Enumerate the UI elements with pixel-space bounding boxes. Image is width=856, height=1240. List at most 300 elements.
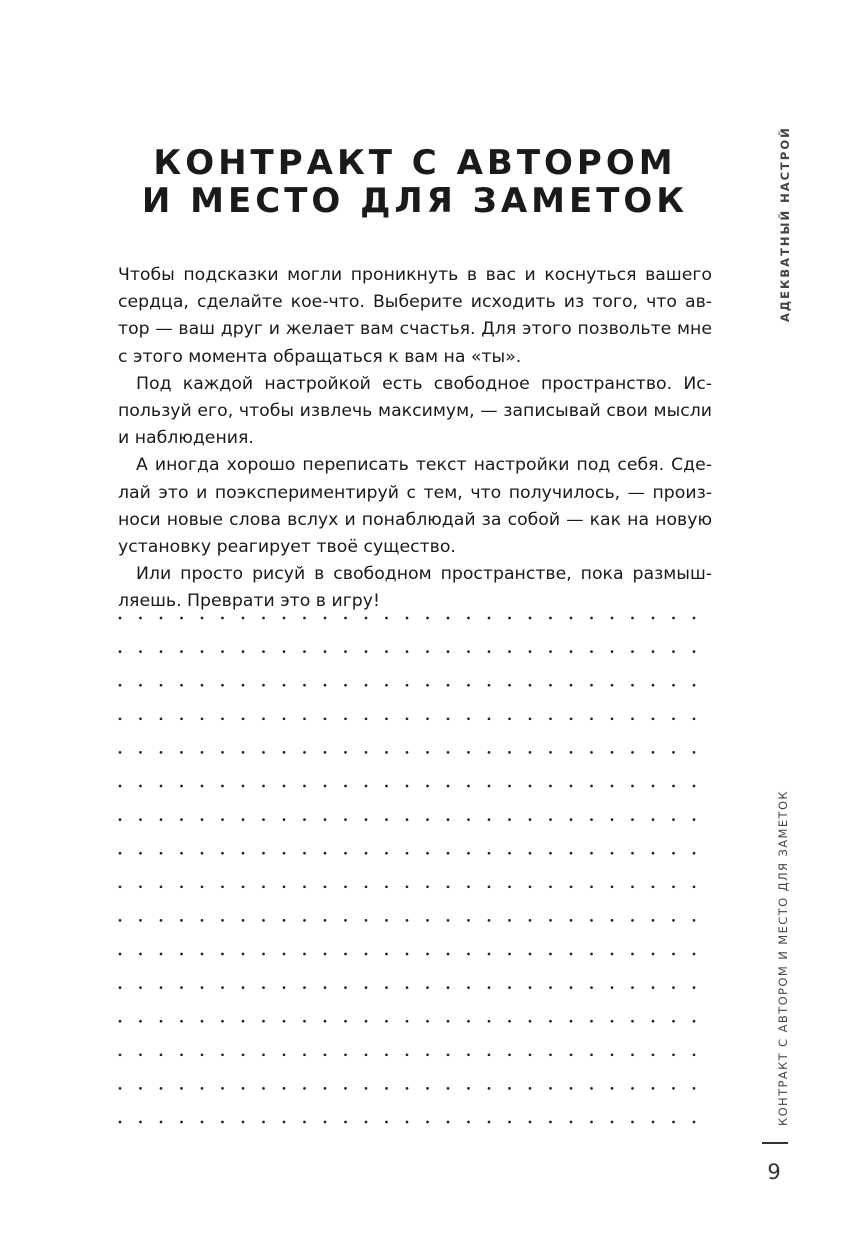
paragraph-line: с этого момента обращаться к вам на «ты». (118, 346, 522, 367)
grid-dot (406, 1121, 409, 1124)
grid-dot (488, 717, 491, 720)
grid-dot (611, 852, 614, 855)
grid-dot (221, 919, 224, 922)
grid-dot (324, 684, 327, 687)
grid-dot (549, 986, 552, 989)
grid-dot (447, 617, 450, 620)
grid-dot (242, 852, 245, 855)
grid-dot (283, 717, 286, 720)
grid-dot (426, 852, 429, 855)
grid-dot (201, 1121, 204, 1124)
grid-dot (549, 852, 552, 855)
grid-dot (447, 852, 450, 855)
grid-dot (406, 785, 409, 788)
grid-dot (508, 852, 511, 855)
grid-dot (508, 1087, 511, 1090)
grid-dot (652, 785, 655, 788)
grid-dot (180, 919, 183, 922)
grid-dot (529, 986, 532, 989)
grid-dot (303, 1087, 306, 1090)
grid-dot (303, 717, 306, 720)
grid-dot (672, 1020, 675, 1023)
grid-dot (262, 852, 265, 855)
grid-dot (426, 751, 429, 754)
grid-dot (324, 818, 327, 821)
grid-dot (488, 885, 491, 888)
grid-dot (180, 1053, 183, 1056)
grid-dot (344, 717, 347, 720)
grid-dot (385, 1053, 388, 1056)
grid-dot (119, 1121, 122, 1124)
paragraph-line: Или просто рисуй в свободном пространстве, пока размыш- (136, 564, 712, 585)
grid-dot (365, 717, 368, 720)
grid-dot (180, 1020, 183, 1023)
grid-dot (139, 1053, 142, 1056)
grid-dot (693, 919, 696, 922)
grid-dot (570, 684, 573, 687)
grid-dot (160, 818, 163, 821)
grid-dot (242, 885, 245, 888)
grid-dot (406, 650, 409, 653)
grid-dot (201, 751, 204, 754)
grid-dot (693, 717, 696, 720)
grid-dot (570, 1121, 573, 1124)
grid-dot (242, 785, 245, 788)
grid-dot (262, 919, 265, 922)
grid-dot (283, 986, 286, 989)
grid-dot (590, 885, 593, 888)
grid-dot (303, 885, 306, 888)
grid-dot (631, 1053, 634, 1056)
running-head-section: АДЕКВАТНЫЙ НАСТРОЙ (778, 126, 792, 322)
grid-dot (447, 650, 450, 653)
grid-dot (385, 885, 388, 888)
grid-dot (160, 1121, 163, 1124)
grid-dot (324, 953, 327, 956)
grid-dot (180, 717, 183, 720)
grid-dot (570, 650, 573, 653)
grid-dot (365, 885, 368, 888)
paragraph-line: и наблюдения. (118, 428, 254, 449)
grid-dot (631, 785, 634, 788)
grid-dot (508, 785, 511, 788)
grid-dot (262, 953, 265, 956)
grid-dot (221, 1053, 224, 1056)
grid-dot (303, 650, 306, 653)
page-number: 9 (767, 1160, 781, 1184)
grid-dot (652, 650, 655, 653)
grid-dot (344, 617, 347, 620)
grid-dot (631, 1020, 634, 1023)
grid-dot (447, 1121, 450, 1124)
grid-dot (406, 986, 409, 989)
grid-dot (529, 953, 532, 956)
grid-dot (160, 751, 163, 754)
grid-dot (365, 919, 368, 922)
grid-dot (467, 1121, 470, 1124)
grid-dot (590, 785, 593, 788)
grid-dot (262, 986, 265, 989)
grid-dot (488, 751, 491, 754)
grid-dot (365, 1121, 368, 1124)
grid-dot (590, 684, 593, 687)
grid-dot (467, 617, 470, 620)
grid-dot (467, 1053, 470, 1056)
grid-dot (180, 650, 183, 653)
grid-dot (406, 818, 409, 821)
chapter-title-line-1: КОНТРАКТ С АВТОРОМ (153, 143, 677, 183)
grid-dot (139, 953, 142, 956)
grid-dot (508, 885, 511, 888)
grid-dot (385, 919, 388, 922)
grid-dot (652, 953, 655, 956)
grid-dot (180, 751, 183, 754)
running-head-chapter: КОНТРАКТ С АВТОРОМ И МЕСТО ДЛЯ ЗАМЕТОК (776, 790, 790, 1126)
grid-dot (242, 650, 245, 653)
grid-dot (201, 1053, 204, 1056)
grid-dot (467, 785, 470, 788)
grid-dot (590, 751, 593, 754)
grid-dot (303, 751, 306, 754)
grid-dot (303, 1121, 306, 1124)
grid-dot (529, 751, 532, 754)
grid-dot (283, 885, 286, 888)
grid-dot (201, 953, 204, 956)
grid-dot (611, 717, 614, 720)
grid-dot (467, 650, 470, 653)
grid-dot (303, 1020, 306, 1023)
grid-dot (611, 1121, 614, 1124)
grid-dot (385, 852, 388, 855)
body-text (118, 262, 712, 615)
grid-dot (508, 1020, 511, 1023)
grid-dot (303, 1053, 306, 1056)
grid-dot (529, 1087, 532, 1090)
grid-dot (508, 986, 511, 989)
grid-dot (242, 717, 245, 720)
grid-dot (590, 1020, 593, 1023)
grid-dot (160, 1087, 163, 1090)
grid-dot (447, 986, 450, 989)
grid-dot (426, 953, 429, 956)
grid-dot (549, 684, 552, 687)
grid-dot (262, 1121, 265, 1124)
grid-dot (508, 717, 511, 720)
grid-dot (160, 1020, 163, 1023)
grid-dot (262, 785, 265, 788)
grid-dot (283, 953, 286, 956)
grid-dot (631, 650, 634, 653)
grid-dot (447, 953, 450, 956)
grid-dot (488, 986, 491, 989)
grid-dot (201, 617, 204, 620)
grid-dot (242, 1087, 245, 1090)
grid-dot (160, 785, 163, 788)
grid-dot (570, 1087, 573, 1090)
grid-dot (508, 751, 511, 754)
grid-dot (385, 1121, 388, 1124)
grid-dot (180, 818, 183, 821)
grid-dot (385, 717, 388, 720)
grid-dot (672, 852, 675, 855)
grid-dot (426, 617, 429, 620)
grid-dot (488, 1087, 491, 1090)
grid-dot (139, 852, 142, 855)
grid-dot (488, 684, 491, 687)
grid-dot (201, 650, 204, 653)
grid-dot (508, 617, 511, 620)
grid-dot (426, 717, 429, 720)
grid-dot (365, 684, 368, 687)
grid-dot (160, 650, 163, 653)
grid-dot (672, 650, 675, 653)
grid-dot (365, 751, 368, 754)
grid-dot (406, 1087, 409, 1090)
grid-dot (570, 785, 573, 788)
grid-dot (652, 1121, 655, 1124)
grid-dot (262, 717, 265, 720)
grid-dot (508, 1053, 511, 1056)
grid-dot (385, 953, 388, 956)
grid-dot (447, 919, 450, 922)
grid-dot (201, 684, 204, 687)
grid-dot (652, 751, 655, 754)
grid-dot (652, 852, 655, 855)
grid-dot (529, 1053, 532, 1056)
grid-dot (672, 1087, 675, 1090)
grid-dot (590, 818, 593, 821)
grid-dot (242, 919, 245, 922)
grid-dot (693, 684, 696, 687)
grid-dot (180, 684, 183, 687)
grid-dot (262, 1087, 265, 1090)
grid-dot (324, 1053, 327, 1056)
grid-dot (693, 751, 696, 754)
grid-dot (180, 1087, 183, 1090)
grid-dot (406, 1053, 409, 1056)
grid-dot (672, 885, 675, 888)
grid-dot (508, 919, 511, 922)
grid-dot (385, 650, 388, 653)
grid-dot (488, 1121, 491, 1124)
grid-dot (344, 919, 347, 922)
grid-dot (160, 684, 163, 687)
grid-dot (508, 650, 511, 653)
grid-dot (652, 684, 655, 687)
grid-dot (693, 650, 696, 653)
grid-dot (385, 617, 388, 620)
grid-dot (652, 818, 655, 821)
grid-dot (447, 1087, 450, 1090)
grid-dot (570, 1053, 573, 1056)
grid-dot (693, 885, 696, 888)
grid-dot (672, 953, 675, 956)
grid-dot (447, 818, 450, 821)
grid-dot (119, 852, 122, 855)
grid-dot (549, 785, 552, 788)
grid-dot (611, 751, 614, 754)
grid-dot (283, 684, 286, 687)
grid-dot (672, 1053, 675, 1056)
grid-dot (426, 684, 429, 687)
grid-dot (303, 852, 306, 855)
grid-dot (508, 953, 511, 956)
grid-dot (631, 885, 634, 888)
grid-dot (242, 1121, 245, 1124)
grid-dot (262, 1053, 265, 1056)
grid-dot (570, 953, 573, 956)
grid-dot (529, 885, 532, 888)
grid-dot (344, 650, 347, 653)
grid-dot (262, 751, 265, 754)
grid-dot (652, 617, 655, 620)
grid-dot (693, 1121, 696, 1124)
grid-dot (324, 1087, 327, 1090)
grid-dot (467, 885, 470, 888)
grid-dot (467, 919, 470, 922)
grid-dot (242, 818, 245, 821)
grid-dot (119, 885, 122, 888)
grid-dot (631, 919, 634, 922)
grid-dot (467, 953, 470, 956)
grid-dot (406, 717, 409, 720)
grid-dot (119, 953, 122, 956)
grid-dot (221, 785, 224, 788)
grid-dot (201, 919, 204, 922)
grid-dot (324, 885, 327, 888)
grid-dot (652, 1020, 655, 1023)
grid-dot (262, 818, 265, 821)
grid-dot (549, 1087, 552, 1090)
grid-dot (365, 1053, 368, 1056)
grid-dot (262, 1020, 265, 1023)
grid-dot (139, 684, 142, 687)
grid-dot (570, 1020, 573, 1023)
grid-dot (324, 650, 327, 653)
grid-dot (549, 751, 552, 754)
grid-dot (426, 1087, 429, 1090)
grid-dot (283, 1087, 286, 1090)
grid-dot (324, 617, 327, 620)
grid-dot (242, 1020, 245, 1023)
grid-dot (385, 986, 388, 989)
grid-dot (672, 785, 675, 788)
grid-dot (590, 852, 593, 855)
grid-dot (160, 717, 163, 720)
grid-dot (139, 617, 142, 620)
grid-dot (283, 650, 286, 653)
grid-dot (590, 919, 593, 922)
grid-dot (488, 617, 491, 620)
grid-dot (549, 650, 552, 653)
grid-dot (488, 785, 491, 788)
paragraph-line: носи новые слова вслух и понаблюдай за собой — как на новую (118, 509, 712, 530)
grid-dot (426, 1053, 429, 1056)
grid-dot (160, 852, 163, 855)
grid-dot (570, 885, 573, 888)
paragraph-line: пользуй его, чтобы извлечь максимум, — записывай свои мысли (118, 400, 712, 421)
grid-dot (488, 1020, 491, 1023)
grid-dot (201, 852, 204, 855)
grid-dot (570, 751, 573, 754)
grid-dot (549, 717, 552, 720)
grid-dot (283, 852, 286, 855)
grid-dot (160, 953, 163, 956)
grid-dot (693, 1087, 696, 1090)
grid-dot (221, 953, 224, 956)
grid-dot (119, 986, 122, 989)
grid-dot (119, 717, 122, 720)
grid-dot (529, 852, 532, 855)
grid-dot (508, 1121, 511, 1124)
grid-dot (631, 717, 634, 720)
grid-dot (447, 885, 450, 888)
grid-dot (672, 986, 675, 989)
grid-dot (365, 852, 368, 855)
grid-dot (283, 1020, 286, 1023)
grid-dot (139, 717, 142, 720)
grid-dot (467, 986, 470, 989)
paragraph-line: тор — ваш друг и желает вам счастья. Для этого позвольте мне (118, 319, 712, 340)
grid-dot (201, 717, 204, 720)
grid-dot (242, 986, 245, 989)
grid-dot (385, 1020, 388, 1023)
grid-dot (570, 919, 573, 922)
grid-dot (119, 617, 122, 620)
grid-dot (283, 1121, 286, 1124)
grid-dot (693, 953, 696, 956)
grid-dot (119, 818, 122, 821)
grid-dot (324, 852, 327, 855)
grid-dot (447, 1020, 450, 1023)
grid-dot (324, 1121, 327, 1124)
grid-dot (324, 919, 327, 922)
grid-dot (426, 885, 429, 888)
grid-dot (160, 986, 163, 989)
grid-dot (385, 684, 388, 687)
grid-dot (611, 986, 614, 989)
grid-dot (406, 1020, 409, 1023)
grid-dot (385, 1087, 388, 1090)
grid-dot (365, 1087, 368, 1090)
grid-dot (139, 986, 142, 989)
grid-dot (180, 852, 183, 855)
notes-dot-grid[interactable] (118, 612, 714, 1132)
grid-dot (426, 818, 429, 821)
grid-dot (590, 953, 593, 956)
grid-dot (365, 986, 368, 989)
grid-dot (631, 751, 634, 754)
grid-dot (529, 818, 532, 821)
grid-dot (693, 986, 696, 989)
grid-dot (303, 953, 306, 956)
grid-dot (467, 717, 470, 720)
grid-dot (303, 986, 306, 989)
grid-dot (221, 751, 224, 754)
grid-dot (631, 1087, 634, 1090)
grid-dot (611, 650, 614, 653)
grid-dot (549, 919, 552, 922)
grid-dot (570, 617, 573, 620)
grid-dot (139, 1020, 142, 1023)
grid-dot (201, 785, 204, 788)
grid-dot (242, 617, 245, 620)
grid-dot (283, 751, 286, 754)
grid-dot (447, 1053, 450, 1056)
grid-dot (242, 953, 245, 956)
grid-dot (303, 919, 306, 922)
grid-dot (324, 751, 327, 754)
